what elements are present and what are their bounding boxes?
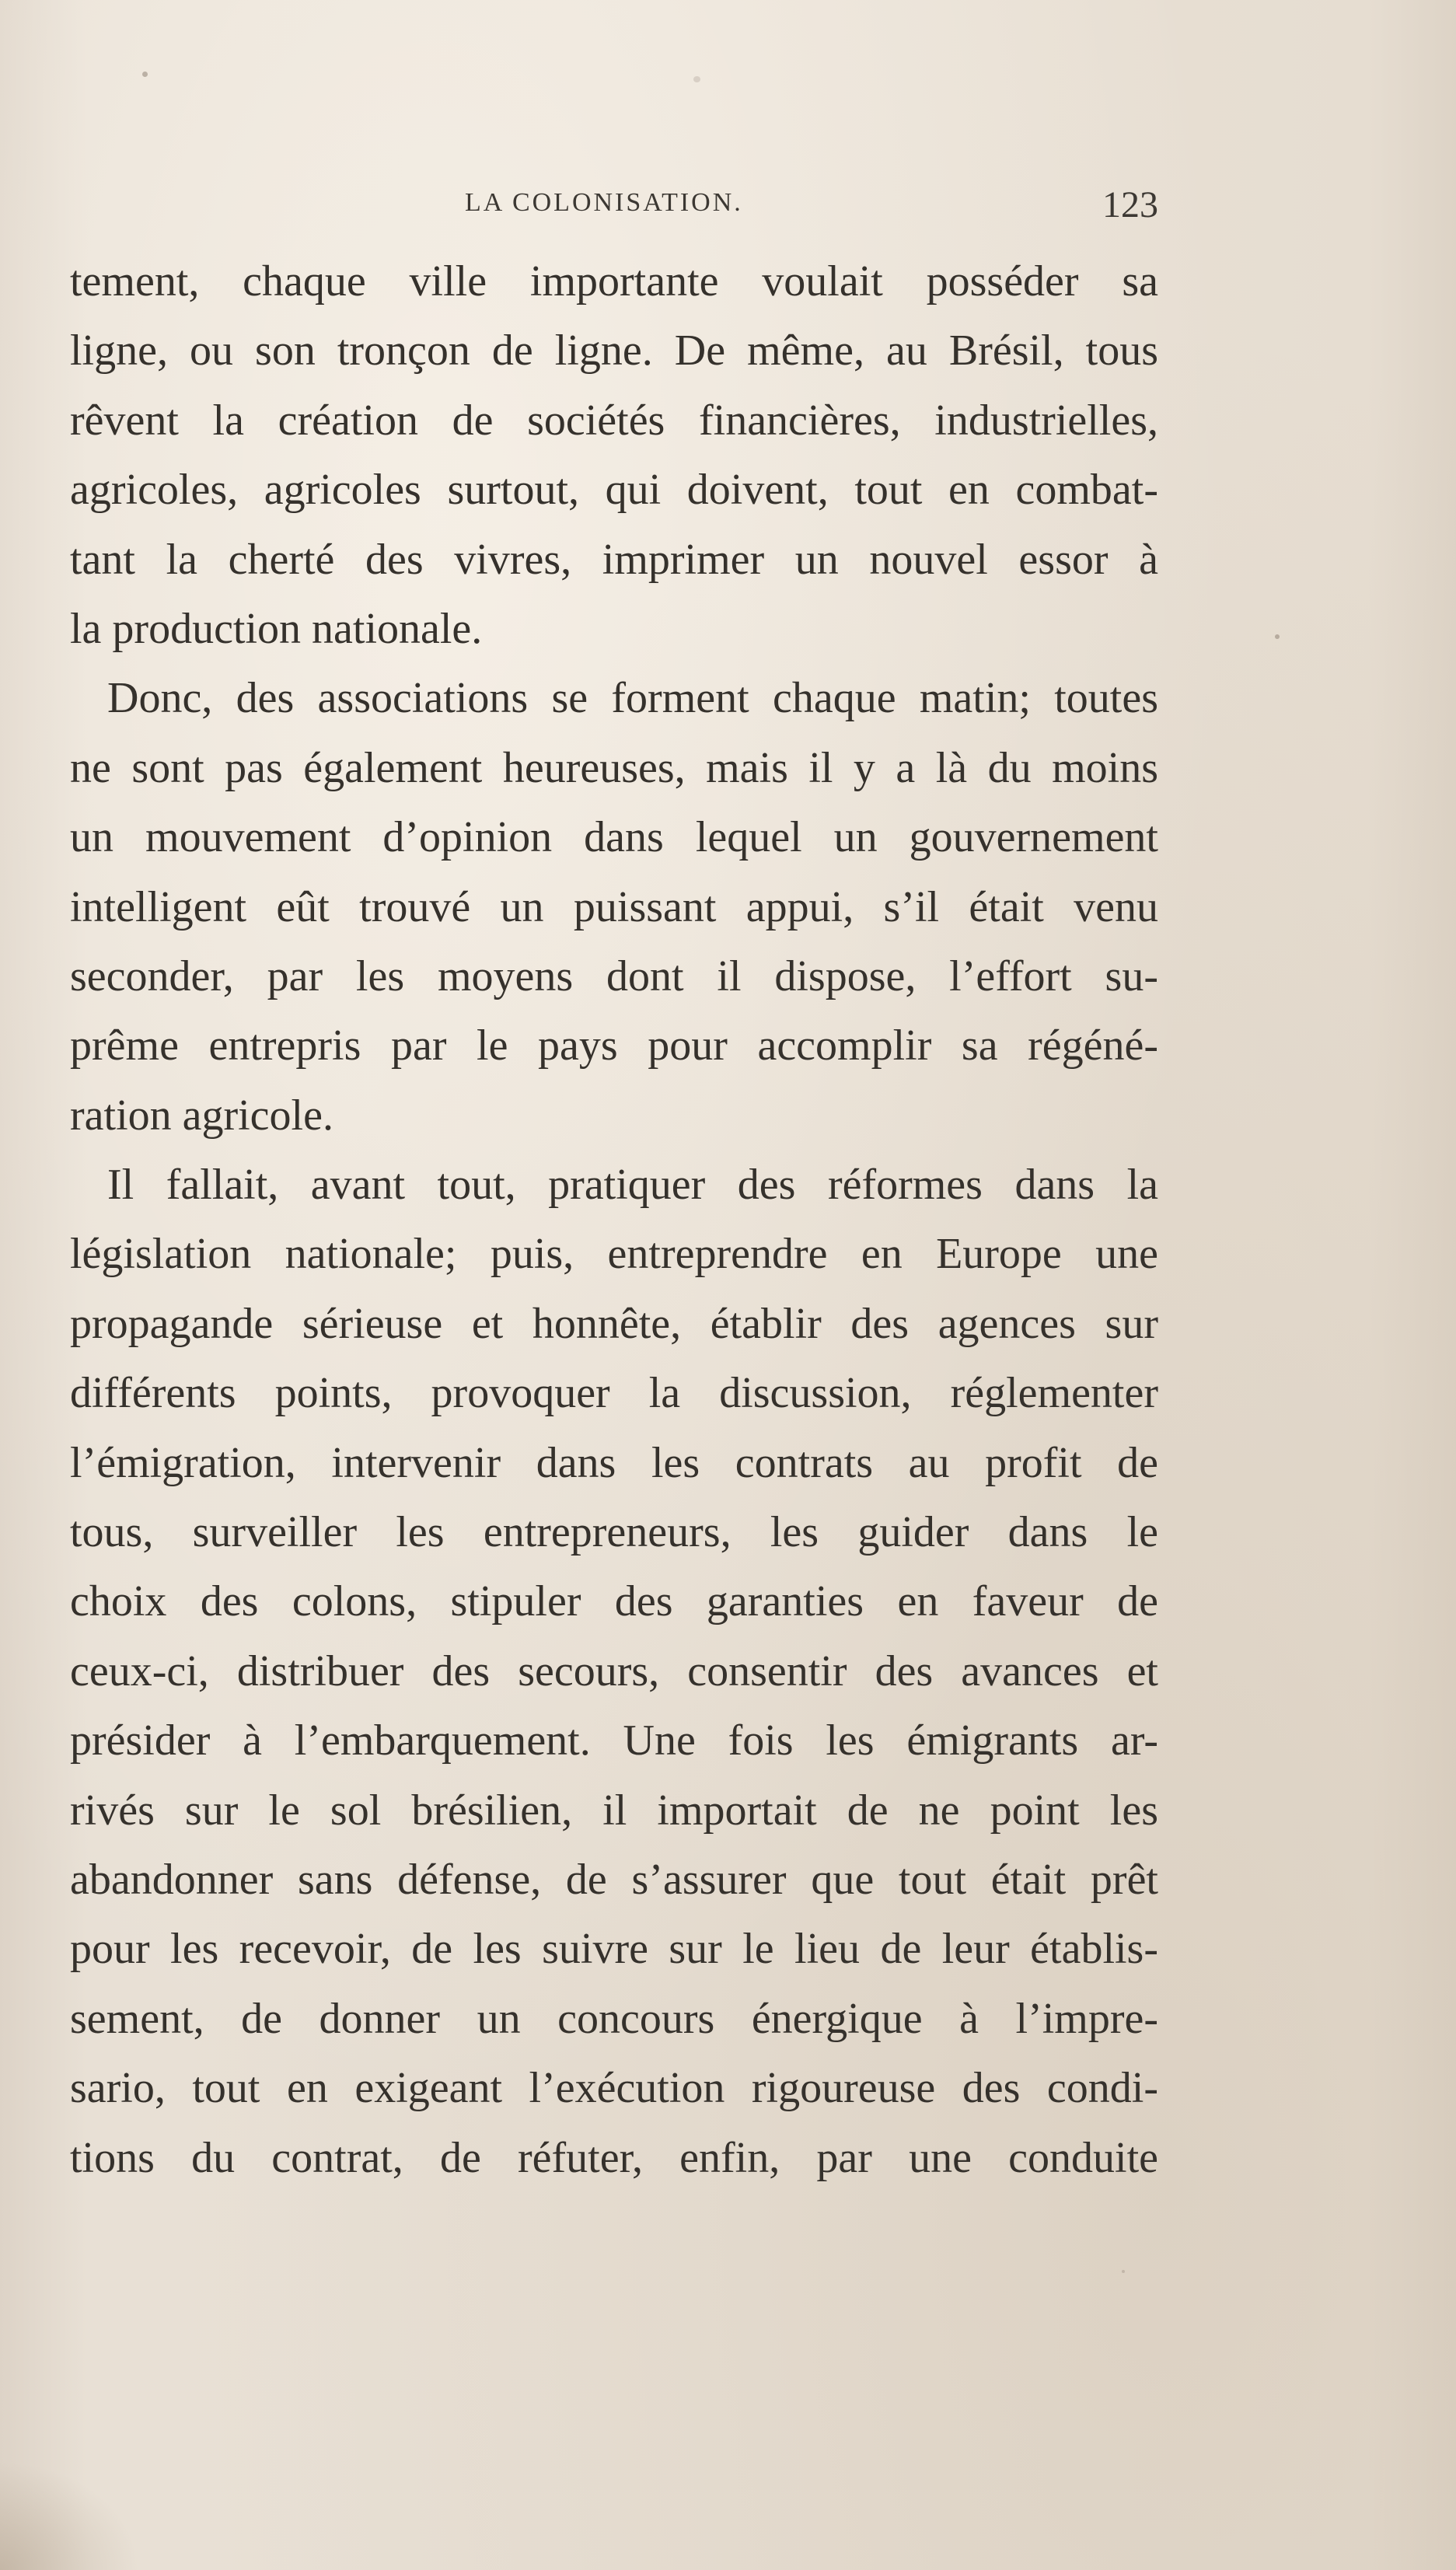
- text-line: un mouvement d’opinion dans lequel un gouvernement: [70, 813, 1158, 862]
- text-line: sario, tout en exigeant l’exécution rigoureuse des condi-: [70, 2064, 1158, 2113]
- paragraph-start-line: Donc, des associations se forment chaque matin; toutes: [107, 674, 1158, 723]
- text-line: rivés sur le sol brésilien, il importait de ne point les: [70, 1786, 1158, 1835]
- text-line: l’émigration, intervenir dans les contrats au profit de: [70, 1438, 1158, 1487]
- text-line: choix des colons, stipuler des garanties en faveur de: [70, 1577, 1158, 1626]
- text-line: prême entrepris par le pays pour accomplir sa régéné-: [70, 1021, 1158, 1070]
- paper-speck: [142, 72, 148, 77]
- text-line: rêvent la création de sociétés financières, industrielles,: [70, 396, 1158, 445]
- text-line: sement, de donner un concours énergique à l’impre-: [70, 1994, 1158, 2043]
- page-header: [70, 183, 1158, 230]
- text-line: pour les recevoir, de les suivre sur le lieu de leur établis-: [70, 1925, 1158, 1974]
- text-line: propagande sérieuse et honnête, établir des agences sur: [70, 1299, 1158, 1348]
- paragraph-start-line: Il fallait, avant tout, pratiquer des réformes dans la: [107, 1161, 1158, 1210]
- text-line: ne sont pas également heureuses, mais il y a là du moins: [70, 743, 1158, 792]
- body-text: [70, 247, 1158, 2193]
- text-line: ligne, ou son tronçon de ligne. De même, au Brésil, tous: [70, 326, 1158, 375]
- text-line: législation nationale; puis, entreprendre en Europe une: [70, 1230, 1158, 1279]
- text-line: intelligent eût trouvé un puissant appui, s’il était venu: [70, 882, 1158, 931]
- text-line: abandonner sans défense, de s’assurer que tout était prêt: [70, 1855, 1158, 1904]
- paragraph-end-line: la production nationale.: [70, 604, 483, 653]
- paragraph-end-line: ration agricole.: [70, 1091, 333, 1140]
- text-line: tant la cherté des vivres, imprimer un nouvel essor à: [70, 535, 1158, 584]
- running-title: LA COLONISATION.: [465, 188, 743, 217]
- text-line: agricoles, agricoles surtout, qui doivent, tout en combat-: [70, 466, 1158, 515]
- text-line: seconder, par les moyens dont il dispose, l’effort su-: [70, 952, 1158, 1000]
- text-line: présider à l’embarquement. Une fois les émigrants ar-: [70, 1716, 1158, 1765]
- text-line: tement, chaque ville importante voulait posséder sa: [70, 257, 1158, 306]
- text-line: tous, surveiller les entrepreneurs, les guider dans le: [70, 1508, 1158, 1557]
- corner-stain: [0, 2461, 140, 2570]
- paper-speck: [693, 76, 700, 82]
- text-line: tions du contrat, de réfuter, enfin, par une conduite: [70, 2133, 1158, 2182]
- paper-speck: [1275, 634, 1280, 639]
- text-line: différents points, provoquer la discussion, réglementer: [70, 1369, 1158, 1418]
- paper-speck: [1122, 2270, 1125, 2273]
- page-number: 123: [1102, 184, 1158, 225]
- text-line: ceux-ci, distribuer des secours, consentir des avances et: [70, 1646, 1158, 1695]
